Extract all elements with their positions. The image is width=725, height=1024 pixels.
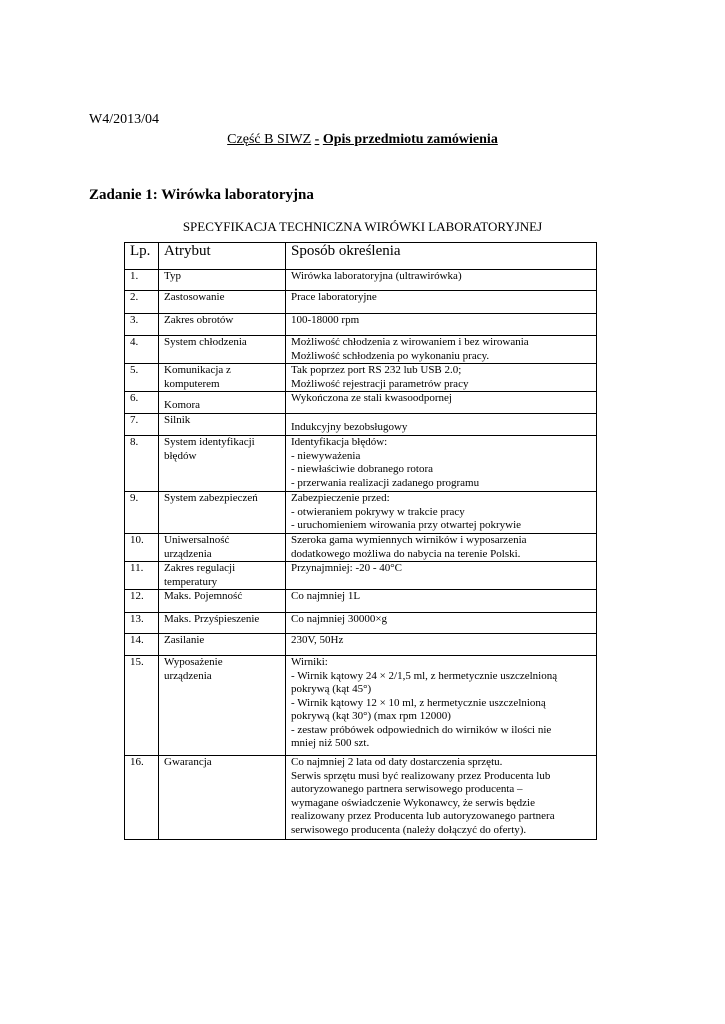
header-specification: Sposób określenia	[286, 243, 597, 270]
row-number: 3.	[125, 314, 159, 336]
row-number: 8.	[125, 436, 159, 492]
row-number: 5.	[125, 364, 159, 392]
row-value: Tak poprzez port RS 232 lub USB 2.0; Możliwość rejestracji parametrów pracy	[286, 364, 597, 392]
table-row	[125, 392, 597, 414]
row-attribute: Zastosowanie	[159, 291, 286, 314]
row-attribute: Wyposażenie urządzenia	[159, 656, 286, 756]
row-attribute: Uniwersalność urządzenia	[159, 534, 286, 562]
row-value: Indukcyjny bezobsługowy	[286, 414, 597, 436]
table-header-row	[125, 243, 597, 270]
spec-table	[124, 242, 597, 840]
row-value: Możliwość chłodzenia z wirowaniem i bez wirowania Możliwość schłodzenia po wykonaniu pracy.	[286, 336, 597, 364]
document-title-separator: -	[314, 132, 320, 147]
header-attribute: Atrybut	[159, 243, 286, 270]
row-attribute: System zabezpieczeń	[159, 492, 286, 534]
table-row	[125, 756, 597, 840]
table-row	[125, 492, 597, 534]
row-number: 15.	[125, 656, 159, 756]
row-value: Co najmniej 1L	[286, 590, 597, 613]
table-row	[125, 336, 597, 364]
row-attribute: Zakres obrotów	[159, 314, 286, 336]
row-number: 14.	[125, 634, 159, 656]
document-title	[0, 132, 725, 148]
row-value: 100-18000 rpm	[286, 314, 597, 336]
document-code: W4/2013/04	[89, 112, 159, 127]
row-attribute: System identyfikacji błędów	[159, 436, 286, 492]
document-title-subject: Opis przedmiotu zamówienia	[322, 132, 498, 147]
row-attribute: Maks. Przyśpieszenie	[159, 613, 286, 634]
table-row	[125, 270, 597, 291]
row-number: 10.	[125, 534, 159, 562]
task-title: Zadanie 1: Wirówka laboratoryjna	[89, 187, 314, 203]
table-row	[125, 364, 597, 392]
row-number: 2.	[125, 291, 159, 314]
row-attribute: System chłodzenia	[159, 336, 286, 364]
row-number: 12.	[125, 590, 159, 613]
row-value: Wykończona ze stali kwasoodpornej	[286, 392, 597, 414]
table-row	[125, 436, 597, 492]
row-attribute: Komunikacja z komputerem	[159, 364, 286, 392]
row-value: Co najmniej 30000×g	[286, 613, 597, 634]
row-number: 16.	[125, 756, 159, 840]
row-number: 6.	[125, 392, 159, 414]
header-lp: Lp.	[125, 243, 159, 270]
row-attribute: Zakres regulacji temperatury	[159, 562, 286, 590]
row-number: 9.	[125, 492, 159, 534]
row-attribute: Typ	[159, 270, 286, 291]
row-number: 4.	[125, 336, 159, 364]
row-attribute: Maks. Pojemność	[159, 590, 286, 613]
row-attribute: Komora	[159, 392, 286, 414]
row-value: 230V, 50Hz	[286, 634, 597, 656]
row-number: 1.	[125, 270, 159, 291]
row-number: 13.	[125, 613, 159, 634]
row-value: Identyfikacja błędów: - niewyważenia - niewłaściwie dobranego rotora - przerwania realizacji zadanego programu	[286, 436, 597, 492]
row-value: Co najmniej 2 lata od daty dostarczenia sprzętu. Serwis sprzętu musi być realizowany przez Producenta lub autoryzowanego partnera serwisowego producenta – wymagane oświadczenie Wykonawcy, że serwis będzie realizowany przez Producenta lub autoryzowanego partnera serwisowego producenta (należy dołączyć do oferty).	[286, 756, 597, 840]
table-row	[125, 314, 597, 336]
spec-title: SPECYFIKACJA TECHNICZNA WIRÓWKI LABORATORYJNEJ	[182, 219, 543, 234]
row-value: Szeroka gama wymiennych wirników i wyposarzenia dodatkowego możliwa do nabycia na terenie Polski.	[286, 534, 597, 562]
table-row	[125, 291, 597, 314]
row-value: Wirówka laboratoryjna (ultrawirówka)	[286, 270, 597, 291]
row-attribute: Gwarancja	[159, 756, 286, 840]
document-title-part: Część B SIWZ	[227, 132, 312, 147]
table-row	[125, 414, 597, 436]
table-row	[125, 656, 597, 756]
table-row	[125, 634, 597, 656]
row-number: 7.	[125, 414, 159, 436]
row-value: Wirniki: - Wirnik kątowy 24 × 2/1,5 ml, z hermetycznie uszczelnioną pokrywą (kąt 45°) - Wirnik kątowy 12 × 10 ml, z hermetycznie uszczelnioną pokrywą (kąt 30°) (max rpm 12000) - zestaw próbówek odpowiednich do wirników w ilości nie mniej niż 500 szt.	[286, 656, 597, 756]
table-row	[125, 534, 597, 562]
table-row	[125, 590, 597, 613]
table-row	[125, 562, 597, 590]
row-attribute: Silnik	[159, 414, 286, 436]
row-value: Zabezpieczenie przed: - otwieraniem pokrywy w trakcie pracy - uruchomieniem wirowania przy otwartej pokrywie	[286, 492, 597, 534]
table-row	[125, 613, 597, 634]
row-value: Prace laboratoryjne	[286, 291, 597, 314]
row-value: Przynajmniej: -20 - 40°C	[286, 562, 597, 590]
row-number: 11.	[125, 562, 159, 590]
row-attribute: Zasilanie	[159, 634, 286, 656]
